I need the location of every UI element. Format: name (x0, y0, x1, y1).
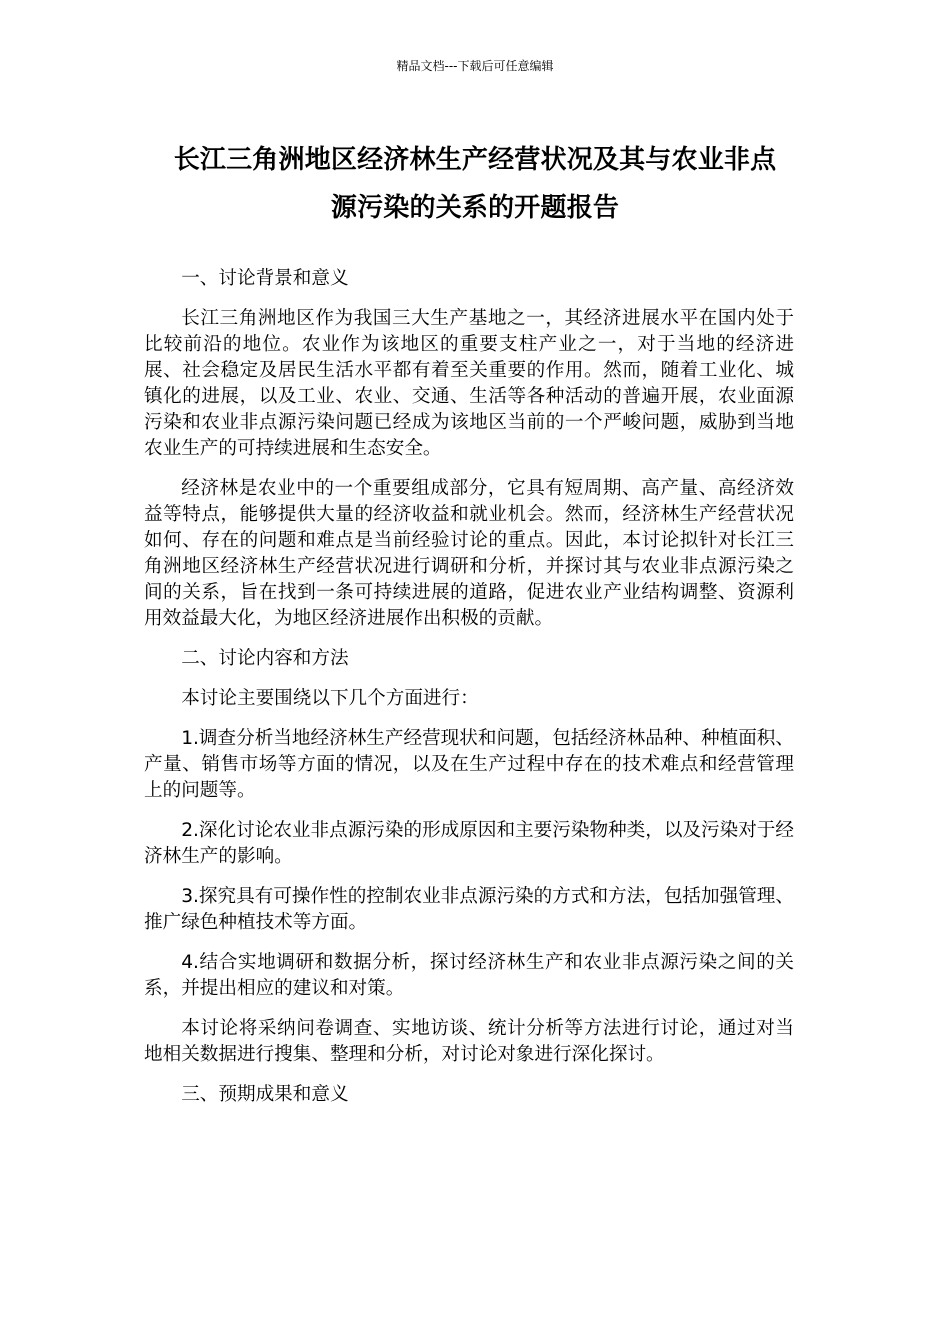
paragraph: 本讨论主要围绕以下几个方面进行： (181, 688, 479, 709)
page-header-watermark: 精品文档---下载后可任意编辑 (396, 59, 554, 73)
paragraph: 经济林是农业中的一个重要组成部分，它具有短周期、高产量、高经济效益等特点，能够提供大量的经济收益和就业机会。然而，经济林生产经营状况如何、存在的问题和难点是当前经验讨论的重点。因此，本讨论拟针对长江三角洲地区经济林生产经营状况进行调研和分析，并探讨其与农业非点源污染之间的关系，旨在找到一条可持续进展的道路，促进农业产业结构调整、资源利用效益最大化，为地区经济进展作出积极的贡献。 (144, 478, 794, 629)
paragraph: 长江三角洲地区作为我国三大生产基地之一，其经济进展水平在国内处于比较前沿的地位。农业作为该地区的重要支柱产业之一，对于当地的经济进展、社会稳定及居民生活水平都有着至关重要的作用。然而，随着工业化、城镇化的进展，以及工业、农业、交通、生活等各种活动的普遍开展，农业面源污染和农业非点源污染问题已经成为该地区当前的一个严峻问题，威胁到当地农业生产的可持续进展和生态安全。 (144, 308, 794, 459)
title-line-2: 源污染的关系的开题报告 (330, 193, 620, 223)
section-heading-1: 一、讨论背景和意义 (181, 268, 349, 289)
list-item: 4.结合实地调研和数据分析，探讨经济林生产和农业非点源污染之间的关系，并提出相应的建议和对策。 (144, 952, 794, 999)
section-heading-3: 三、预期成果和意义 (181, 1084, 349, 1105)
list-item: 1.调查分析当地经济林生产经营现状和问题，包括经济林品种、种植面积、产量、销售市场等方面的情况，以及在生产过程中存在的技术难点和经营管理上的问题等。 (144, 728, 794, 801)
paragraph: 本讨论将采纳问卷调查、实地访谈、统计分析等方法进行讨论，通过对当地相关数据进行搜集、整理和分析，对讨论对象进行深化探讨。 (144, 1018, 794, 1065)
document-title (144, 136, 806, 232)
title-line-1: 长江三角洲地区经济林生产经营状况及其与农业非点 (173, 145, 777, 175)
section-heading-2: 二、讨论内容和方法 (181, 648, 349, 669)
list-item: 3.探究具有可操作性的控制农业非点源污染的方式和方法，包括加强管理、推广绿色种植技术等方面。 (144, 886, 794, 933)
document-body (144, 266, 794, 1122)
list-item: 2.深化讨论农业非点源污染的形成原因和主要污染物种类，以及污染对于经济林生产的影响。 (144, 820, 794, 867)
